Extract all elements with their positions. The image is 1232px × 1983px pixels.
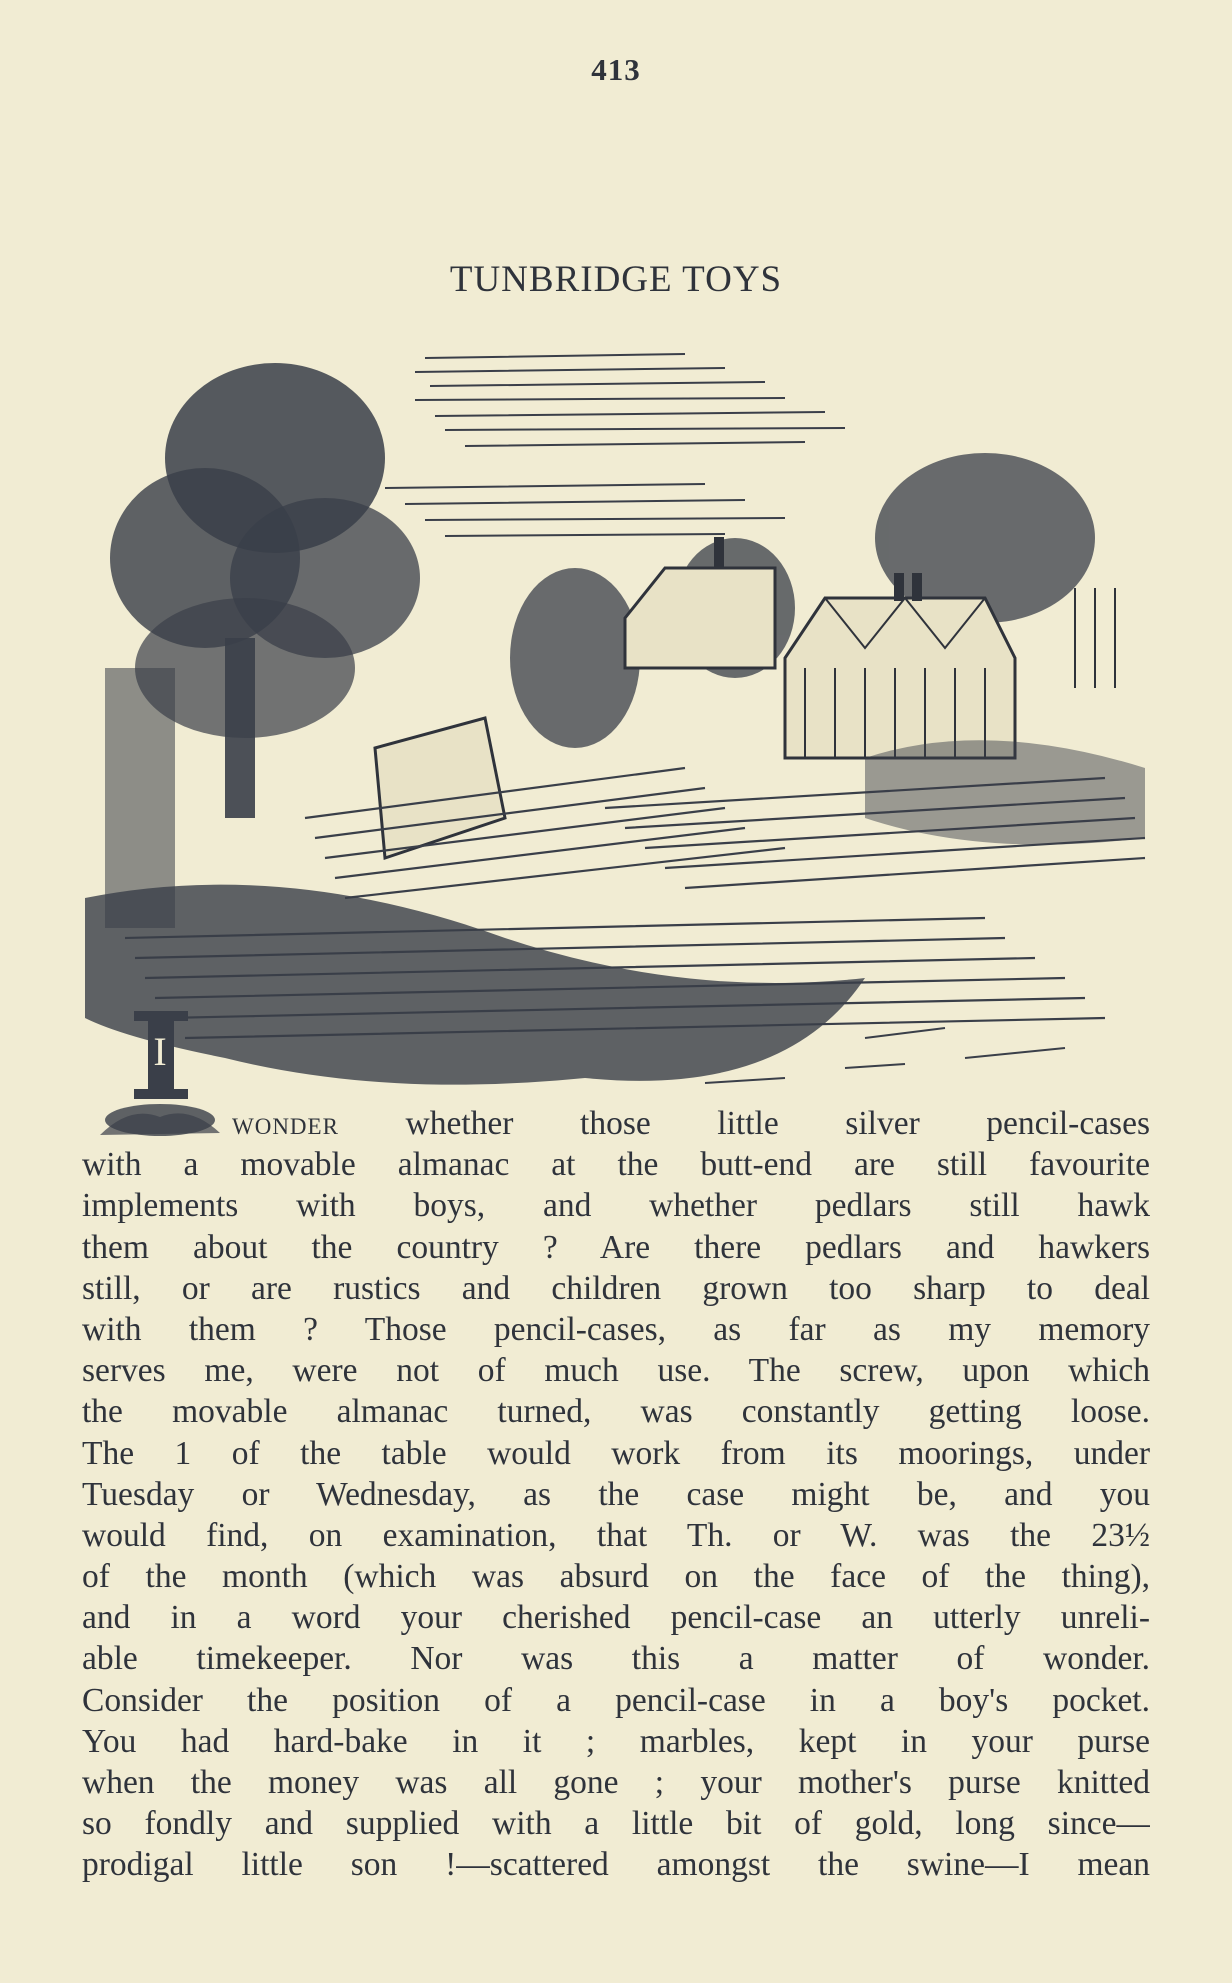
text-line: still, or are rustics and children grown too sharp to deal [82, 1269, 1150, 1307]
text-line: when the money was all gone ; your mother's purse knitted [82, 1764, 1150, 1801]
village-lane-engraving-icon [85, 338, 1155, 1118]
chapter-title: TUNBRIDGE TOYS [449, 259, 783, 300]
text-line: the movable almanac turned, was constantly getting loose. [82, 1393, 1150, 1431]
text-line: implements with boys, and whether pedlars still hawk [82, 1187, 1150, 1225]
text-line: them about the country ? Are there pedlars and hawkers [82, 1228, 1150, 1266]
text-line: wonder whether those little silver pencil-cases [232, 1105, 1150, 1142]
text-line: serves me, were not of much use. The screw, upon which [82, 1352, 1150, 1390]
text-line: would find, on examination, that Th. or W. was the 23½ [82, 1516, 1150, 1554]
text-line: with them ? Those pencil-cases, as far as my memory [82, 1310, 1150, 1348]
text-line: Tuesday or Wednesday, as the case might be, and you [82, 1475, 1150, 1513]
drop-initial-letter: I [153, 1029, 167, 1074]
text-line: and in a word your cherished pencil-case an utterly unreli- [82, 1599, 1150, 1637]
first-word: wonder [232, 1105, 339, 1142]
text-line: with a movable almanac at the butt-end are still favourite [82, 1146, 1150, 1184]
text-line: of the month (which was absurd on the face of the thing), [82, 1558, 1150, 1596]
body-text [82, 1103, 1150, 1886]
text-line: prodigal little son !—scattered amongst the swine—I mean [82, 1846, 1150, 1884]
text-line: Consider the position of a pencil-case in a boy's pocket. [82, 1681, 1150, 1719]
page-number: 413 [591, 52, 641, 87]
text-line: You had hard-bake in it ; marbles, kept in your purse [82, 1722, 1150, 1760]
text-line: The 1 of the table would work from its moorings, under [82, 1434, 1150, 1472]
text-line: able timekeeper. Nor was this a matter of wonder. [82, 1640, 1150, 1678]
text-line: so fondly and supplied with a little bit of gold, long since— [82, 1805, 1150, 1843]
